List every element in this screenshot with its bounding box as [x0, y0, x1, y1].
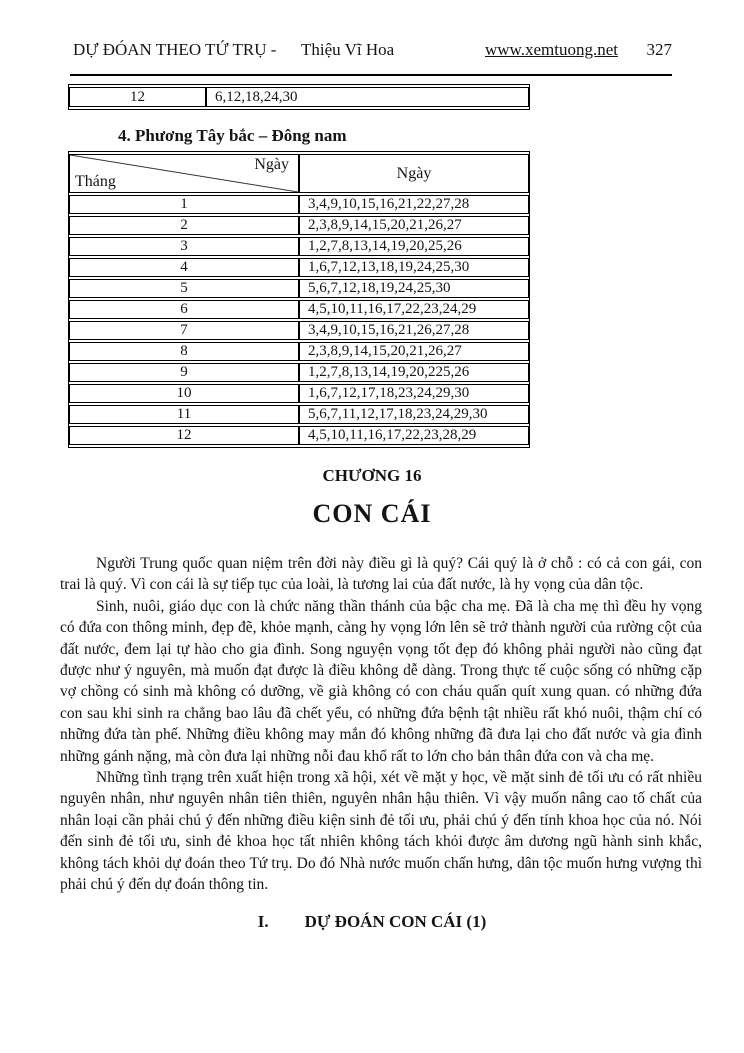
- month-cell: 3: [69, 237, 299, 256]
- diagonal-header-cell: [69, 154, 299, 193]
- table-row: [69, 237, 529, 256]
- days-column-header: Ngày: [299, 154, 529, 193]
- table-header-row: [69, 154, 529, 193]
- page-number: 327: [646, 40, 672, 59]
- table-row: [69, 405, 529, 424]
- days-cell: 1,6,7,12,17,18,23,24,29,30: [299, 384, 529, 403]
- chapter-title: CON CÁI: [312, 499, 432, 528]
- days-cell: 1,2,7,8,13,14,19,20,25,26: [299, 237, 529, 256]
- table-row: [69, 321, 529, 340]
- month-cell: 2: [69, 216, 299, 235]
- month-cell: 10: [69, 384, 299, 403]
- body-text: [60, 553, 702, 896]
- table-title: 4. Phương Tây bắc – Đông nam: [118, 126, 347, 145]
- month-cell: 9: [69, 363, 299, 382]
- table-row: [69, 195, 529, 214]
- paragraph: Sinh, nuôi, giáo dục con là chức năng thần thánh của bậc cha mẹ. Đã là cha mẹ thì đều hy vọng có đứa con thông minh, đẹp đẽ, khỏe mạnh, càng hy vọng lớn lên sẽ trở thành người của rường cột của đất nước, đem lại tự hào cho gia đình. Song nguyện vọng tốt đẹp đó không phải người nào cũng đạt được như ý nguyên, mà muốn đạt được là điều không dễ dàng. Trong thực tế cuộc sống có những cặp vợ chồng có sinh mà không có dưỡng, về già không có con cháu quấn quít xung quan. có những đứa con sau khi sinh ra chẳng bao lâu đã chết yểu, có những đứa bệnh tật nhiều rất khó nuôi, thậm chí có những đứa tàn phế. Những điều không may mắn đó không những đã đưa lại cho đất nước và gia đình những gánh nặng, mà còn đưa lại những nỗi đau khổ rất to lớn cho bản thân đứa con và cha mẹ.: [60, 597, 702, 765]
- month-cell: 12: [69, 426, 299, 445]
- days-cell: 4,5,10,11,16,17,22,23,24,29: [299, 300, 529, 319]
- chapter-number: CHƯƠNG 16: [322, 466, 422, 485]
- days-cell: 5,6,7,12,18,19,24,25,30: [299, 279, 529, 298]
- table-row: [69, 300, 529, 319]
- month-cell: 11: [69, 405, 299, 424]
- table-row: [69, 216, 529, 235]
- page-header: [73, 40, 672, 66]
- month-cell: 7: [69, 321, 299, 340]
- table-row: [69, 87, 529, 107]
- section-title: DỰ ĐOÁN CON CÁI (1): [304, 911, 487, 931]
- month-cell: 6: [69, 300, 299, 319]
- days-cell: 1,6,7,12,13,18,19,24,25,30: [299, 258, 529, 277]
- days-cell: 5,6,7,11,12,17,18,23,24,29,30: [299, 405, 529, 424]
- month-cell: 8: [69, 342, 299, 361]
- table-row: [69, 384, 529, 403]
- section-heading: [0, 912, 744, 932]
- days-cell: 2,3,8,9,14,15,20,21,26,27: [299, 342, 529, 361]
- table-row: [69, 279, 529, 298]
- month-cell: 1: [69, 195, 299, 214]
- month-cell: 12: [69, 87, 206, 107]
- days-cell: 3,4,9,10,15,16,21,22,27,28: [299, 195, 529, 214]
- book-title: DỰ ĐÓAN THEO TỨ TRỤ -: [73, 40, 277, 59]
- table-row: [69, 342, 529, 361]
- direction-table: [68, 151, 530, 448]
- days-cell: 3,4,9,10,15,16,21,26,27,28: [299, 321, 529, 340]
- corner-label-day: Ngày: [254, 156, 289, 173]
- section-numeral: I.: [257, 911, 269, 931]
- paragraph: Những tình trạng trên xuất hiện trong xã hội, xét về mặt y học, về mặt sinh đẻ tối ưu có rất nhiều nguyên nhân, như nguyên nhân tiên thiên, nguyên nhân hậu thiên. Vì vậy muốn nâng cao tố chất của nhân loại cần phải chú ý đến những điều kiện sinh đẻ tối ưu, phải chú ý đến tính khoa học của nó. Nói đến sinh đẻ tối ưu, sinh đẻ khoa học tất nhiên không tách khỏi được âm dương ngũ hành sinh khắc, không tách khỏi dự đoán theo Tứ trụ. Do đó Nhà nước muốn chấn hưng, dân tộc muốn hưng vượng thì phải chú ý đến dự đoán thông tin.: [60, 769, 702, 894]
- paragraph: Người Trung quốc quan niệm trên đời này điều gì là quý? Cái quý là ở chỗ : có cả con gái, con trai là quý. Vì con cái là sự tiếp tục của loài, là tương lai của đất nước, là hy vọng của dân tộc.: [60, 555, 702, 594]
- header-divider: [70, 74, 672, 76]
- days-cell: 2,3,8,9,14,15,20,21,26,27: [299, 216, 529, 235]
- website-link[interactable]: www.xemtuong.net: [485, 40, 618, 59]
- table-row: [69, 258, 529, 277]
- month-cell: 5: [69, 279, 299, 298]
- month-cell: 4: [69, 258, 299, 277]
- days-cell: 1,2,7,8,13,14,19,20,225,26: [299, 363, 529, 382]
- table-row: [69, 426, 529, 445]
- days-cell: 6,12,18,24,30: [206, 87, 529, 107]
- corner-label-month: Tháng: [75, 173, 116, 190]
- days-cell: 4,5,10,11,16,17,22,23,28,29: [299, 426, 529, 445]
- table-fragment-previous: [68, 84, 530, 110]
- table-row: [69, 363, 529, 382]
- author-name: Thiệu Vĩ Hoa: [301, 40, 395, 59]
